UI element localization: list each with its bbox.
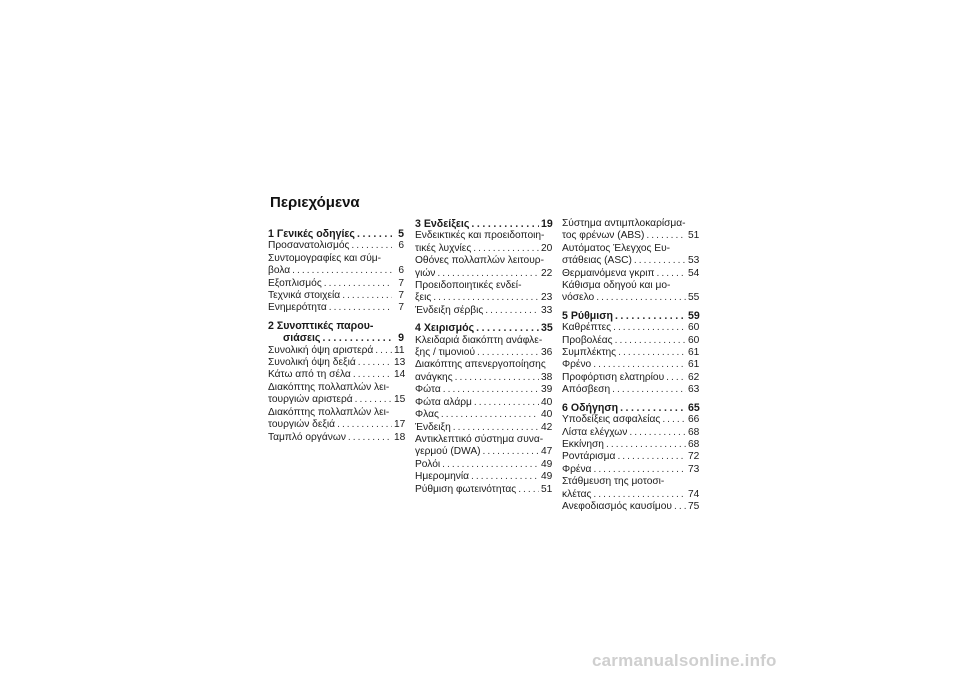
toc-entry-line <box>415 434 551 446</box>
toc-column-2 <box>415 218 551 496</box>
toc-entry-text: Ένδειξη <box>415 421 451 433</box>
toc-entry-line <box>268 228 404 240</box>
toc-entry-text: Φλας <box>415 409 439 421</box>
toc-entry-text: 5 Ρύθμιση <box>562 309 613 322</box>
toc-page-number: 5 <box>398 228 404 240</box>
dot-leader <box>615 335 686 347</box>
toc-entry-text: Ενημερότητα <box>268 302 327 314</box>
toc-page-number: 51 <box>688 230 700 242</box>
toc-entry-text: Λίστα ελέγχων <box>562 426 628 438</box>
toc-entry-line <box>562 501 698 513</box>
dot-leader <box>322 332 392 344</box>
toc-entry-text: Συνολική όψη δεξιά <box>268 357 356 369</box>
dot-leader <box>453 422 539 434</box>
toc-page-number: 74 <box>688 488 700 500</box>
toc-entry-line <box>415 397 551 409</box>
toc-page-number: 68 <box>688 426 700 438</box>
toc-entry-line <box>415 384 551 396</box>
toc-entry-text: Προσανατολισμός <box>268 240 350 252</box>
toc-page-number: 39 <box>541 384 553 396</box>
toc-page-number: 35 <box>541 322 553 335</box>
toc-entry-line <box>415 459 551 471</box>
dot-leader <box>471 218 539 230</box>
toc-entry-text: Προβολέας <box>562 334 613 346</box>
toc-entry <box>562 451 698 463</box>
toc-entry-text: Θερμαινόμενα γκριπ <box>562 267 655 279</box>
toc-entry-line <box>415 335 551 347</box>
toc-page-number: 49 <box>541 458 553 470</box>
toc-entry-line <box>562 280 698 292</box>
toc-page-number: 38 <box>541 371 553 383</box>
toc-entry-line <box>268 345 404 357</box>
toc-entry-text: Ρολόι <box>415 458 441 470</box>
toc-entry-text: στάθειας (ASC) <box>562 255 632 267</box>
toc-chapter-entry <box>415 322 551 334</box>
toc-chapter-entry <box>268 320 404 345</box>
toc-entry-line <box>562 268 698 280</box>
watermark: carmanualsonline.info <box>592 651 777 670</box>
toc-entry <box>415 335 551 360</box>
toc-page-number: 60 <box>688 322 700 334</box>
toc-entry-line <box>415 471 551 483</box>
toc-entry <box>268 253 404 278</box>
dot-leader <box>617 451 686 463</box>
toc-entry-text: Φώτα <box>415 384 441 396</box>
toc-entry-text: Τεχνικά στοιχεία <box>268 290 341 302</box>
toc-entry-text: Διακόπτης πολλαπλών λει- <box>268 406 390 418</box>
toc-page-number: 33 <box>541 304 553 316</box>
toc-entry-text: 2 Συνοπτικές παρου- <box>268 319 374 332</box>
toc-entry <box>562 347 698 359</box>
toc-entry-line <box>415 446 551 458</box>
toc-entry-line <box>415 322 551 334</box>
toc-entry-text: Κάθισμα οδηγού και μο- <box>562 280 671 292</box>
toc-entry-line <box>268 369 404 381</box>
toc-entry-text: ξεις <box>415 292 432 304</box>
toc-entry-text: 4 Χειρισμός <box>415 322 475 335</box>
toc-entry-text: τουργιών αριστερά <box>268 394 353 406</box>
toc-entry-line <box>415 280 551 292</box>
dot-leader <box>596 292 686 304</box>
dot-leader <box>620 402 686 414</box>
toc-entry-text: Φώτα αλάρμ <box>415 396 472 408</box>
toc-entry <box>562 384 698 396</box>
toc-entry-text: Προφόρτιση ελατηρίου <box>562 371 665 383</box>
dot-leader <box>485 305 539 317</box>
dot-leader <box>476 322 539 334</box>
toc-entry-text: γιών <box>415 267 436 279</box>
toc-entry-line <box>268 332 404 344</box>
toc-page-number: 40 <box>541 396 553 408</box>
toc-entry <box>562 501 698 513</box>
toc-entry <box>268 432 404 444</box>
toc-entry-line <box>562 439 698 451</box>
toc-entry <box>415 280 551 305</box>
toc-entry-text: Ενδεικτικές και προειδοποιη- <box>415 230 545 242</box>
toc-page-number: 68 <box>688 438 700 450</box>
dot-leader <box>324 278 392 290</box>
toc-entry <box>415 484 551 496</box>
dot-leader <box>612 384 686 396</box>
toc-page-number: 72 <box>688 451 700 463</box>
toc-entry <box>415 255 551 280</box>
toc-entry <box>268 382 404 407</box>
toc-entry-text: νόσελο <box>562 292 595 304</box>
toc-entry-line <box>415 484 551 496</box>
toc-entry-line <box>562 243 698 255</box>
toc-page-number: 18 <box>394 431 406 443</box>
dot-leader <box>442 459 539 471</box>
toc-page-number: 7 <box>398 277 404 289</box>
toc-entry-text: Αυτόματος Έλεγχος Ευ- <box>562 242 671 254</box>
toc-entry-line <box>562 322 698 334</box>
dot-leader <box>629 427 686 439</box>
toc-entry <box>415 434 551 459</box>
dot-leader <box>433 292 539 304</box>
toc-entry-line <box>268 320 404 332</box>
toc-entry-line <box>562 414 698 426</box>
toc-page-number: 55 <box>688 292 700 304</box>
toc-entry-text: 1 Γενικές οδηγίες <box>268 228 355 240</box>
toc-entry-line <box>562 427 698 439</box>
toc-entry-text: Κάτω από τη σέλα <box>268 369 351 381</box>
toc-entry <box>268 240 404 252</box>
toc-entry-text: βολα <box>268 265 291 277</box>
toc-page-number: 7 <box>398 290 404 302</box>
dot-leader <box>593 489 686 501</box>
dot-leader <box>606 439 686 451</box>
toc-entry-line <box>562 384 698 396</box>
toc-entry <box>268 345 404 357</box>
dot-leader <box>674 501 686 513</box>
toc-page-number: 11 <box>394 344 405 356</box>
dot-leader <box>666 372 686 384</box>
toc-entry <box>562 218 698 243</box>
toc-column-3 <box>562 218 698 513</box>
dot-leader <box>348 432 392 444</box>
toc-entry-text: Φρένο <box>562 359 592 371</box>
toc-entry-text: τος φρένων (ABS) <box>562 230 645 242</box>
toc-entry-text: Ημερομηνία <box>415 471 470 483</box>
toc-entry-line <box>268 302 404 314</box>
toc-page-number: 62 <box>688 371 700 383</box>
dot-leader <box>483 446 539 458</box>
toc-page-number: 6 <box>398 265 404 277</box>
toc-entry-text: Σύστημα αντιμπλοκαρίσμα- <box>562 218 686 229</box>
dot-leader <box>615 310 686 322</box>
toc-entry-text: 6 Οδήγηση <box>562 401 619 414</box>
toc-entry <box>268 302 404 314</box>
toc-entry <box>562 427 698 439</box>
toc-entry <box>415 230 551 255</box>
toc-entry-text: Απόσβεση <box>562 384 611 396</box>
toc-column-1 <box>268 228 404 444</box>
toc-page-number: 9 <box>398 332 404 345</box>
toc-entry-text: κλέτας <box>562 488 592 500</box>
toc-page-number: 73 <box>688 463 700 475</box>
toc-entry-line <box>562 402 698 414</box>
page-title: Περιεχόμενα <box>270 194 360 211</box>
toc-entry-line <box>415 305 551 317</box>
toc-entry <box>562 322 698 334</box>
toc-page-number: 23 <box>541 292 553 304</box>
dot-leader <box>358 357 392 369</box>
toc-entry-line <box>415 347 551 359</box>
dot-leader <box>353 369 392 381</box>
toc-page-number: 54 <box>688 267 700 279</box>
toc-entry-line <box>415 292 551 304</box>
toc-entry <box>268 369 404 381</box>
toc-entry-text: τικές λυχνίες <box>415 242 472 254</box>
toc-entry-text: Εκκίνηση <box>562 438 604 450</box>
toc-page-number: 36 <box>541 347 553 359</box>
toc-entry-text: Οθόνες πολλαπλών λειτουρ- <box>415 255 544 267</box>
toc-entry <box>415 384 551 396</box>
toc-entry-text: Διακόπτης απενεργοποίησης <box>415 359 546 371</box>
toc-entry <box>562 439 698 451</box>
dot-leader <box>342 290 392 302</box>
dot-leader <box>375 345 392 357</box>
toc-entry-text: Εξοπλισμός <box>268 277 322 289</box>
toc-entry <box>562 280 698 305</box>
toc-entry-line <box>562 255 698 267</box>
toc-entry-line <box>562 489 698 501</box>
toc-entry-text: Διακόπτης πολλαπλών λει- <box>268 381 390 393</box>
toc-chapter-entry <box>268 228 404 240</box>
toc-entry-line <box>562 372 698 384</box>
dot-leader <box>473 243 539 255</box>
toc-entry <box>415 359 551 384</box>
toc-entry-text: Ρύθμιση φωτεινότητας <box>415 483 517 495</box>
toc-entry <box>268 407 404 432</box>
toc-page-number: 49 <box>541 471 553 483</box>
toc-entry-line <box>268 394 404 406</box>
toc-page-number: 7 <box>398 302 404 314</box>
toc-entry-text: 3 Ενδείξεις <box>415 218 470 230</box>
toc-entry-text: Αντικλεπτικό σύστημα συνα- <box>415 433 544 445</box>
dot-leader <box>441 409 539 421</box>
toc-entry-line <box>268 407 404 419</box>
dot-leader <box>437 268 539 280</box>
toc-entry-text: Ταμπλό οργάνων <box>268 431 346 443</box>
toc-entry-text: ξης / τιμονιού <box>415 347 476 359</box>
toc-entry-text: Συμπλέκτης <box>562 347 617 359</box>
toc-page-number: 47 <box>541 446 553 458</box>
toc-entry-line <box>415 255 551 267</box>
dot-leader <box>471 471 539 483</box>
toc-page-number: 42 <box>541 421 553 433</box>
toc-entry-line <box>415 422 551 434</box>
toc-entry-line <box>562 218 698 230</box>
toc-chapter-entry <box>415 218 551 230</box>
toc-entry <box>562 359 698 371</box>
toc-entry-line <box>562 292 698 304</box>
toc-entry <box>415 409 551 421</box>
toc-page-number: 61 <box>688 347 700 359</box>
toc-entry-line <box>562 347 698 359</box>
toc-page-number: 15 <box>394 394 406 406</box>
toc-page-number: 14 <box>394 369 406 381</box>
toc-entry-line <box>268 278 404 290</box>
dot-leader <box>443 384 539 396</box>
toc-entry-text: Στάθμευση της μοτοσι- <box>562 476 665 488</box>
toc-page-number: 60 <box>688 334 700 346</box>
dot-leader <box>613 322 686 334</box>
toc-entry-text: σιάσεις <box>283 332 321 345</box>
toc-entry-line <box>562 464 698 476</box>
dot-leader <box>657 268 686 280</box>
toc-page-number: 66 <box>688 414 700 426</box>
toc-entry <box>562 335 698 347</box>
toc-entry-line <box>268 253 404 265</box>
dot-leader <box>357 228 392 240</box>
toc-entry-text: τουργιών δεξιά <box>268 419 336 431</box>
toc-entry-line <box>562 359 698 371</box>
dot-leader <box>477 347 539 359</box>
toc-entry-line <box>268 419 404 431</box>
toc-page-number: 75 <box>688 500 700 512</box>
toc-entry-line <box>268 240 404 252</box>
toc-entry-text: Υποδείξεις ασφαλείας <box>562 414 661 426</box>
toc-page-number: 20 <box>541 242 553 254</box>
dot-leader <box>593 464 686 476</box>
toc-entry <box>562 414 698 426</box>
toc-entry-text: Ροντάρισμα <box>562 451 616 463</box>
toc-entry-line <box>268 357 404 369</box>
toc-page-number: 63 <box>688 384 700 396</box>
toc-entry-line <box>415 359 551 371</box>
toc-page-number: 65 <box>688 401 700 414</box>
toc-entry-text: ανάγκης <box>415 371 453 383</box>
toc-entry-line <box>268 432 404 444</box>
toc-chapter-entry <box>562 402 698 414</box>
toc-entry <box>415 397 551 409</box>
toc-chapter-entry <box>562 310 698 322</box>
toc-page-number: 51 <box>541 483 553 495</box>
dot-leader <box>593 359 686 371</box>
toc-entry-line <box>268 290 404 302</box>
toc-page-number: 61 <box>688 359 700 371</box>
dot-leader <box>337 419 392 431</box>
toc-entry-text: Συνολική όψη αριστερά <box>268 344 374 356</box>
toc-entry-line <box>415 372 551 384</box>
toc-entry <box>562 268 698 280</box>
toc-entry <box>268 278 404 290</box>
toc-entry-line <box>268 265 404 277</box>
toc-entry-text: Ανεφοδιασμός καυσίμου <box>562 500 672 512</box>
dot-leader <box>518 484 539 496</box>
toc-entry-line <box>415 218 551 230</box>
toc-page-number: 17 <box>394 419 406 431</box>
toc-entry-text: γερμού (DWA) <box>415 446 481 458</box>
toc-page-number: 59 <box>688 309 700 322</box>
toc-entry <box>562 464 698 476</box>
toc-entry-text: Φρένα <box>562 463 592 475</box>
toc-page-number: 53 <box>688 255 700 267</box>
dot-leader <box>455 372 539 384</box>
toc-entry-text: Συντομογραφίες και σύμ- <box>268 252 382 264</box>
dot-leader <box>329 302 392 314</box>
toc-entry-line <box>562 335 698 347</box>
toc-entry <box>562 476 698 501</box>
toc-entry-line <box>415 268 551 280</box>
toc-entry <box>268 290 404 302</box>
toc-entry <box>415 422 551 434</box>
toc-page-number: 13 <box>394 357 406 369</box>
toc-entry-line <box>415 243 551 255</box>
toc-entry-line <box>562 310 698 322</box>
toc-entry-text: Προειδοποιητικές ενδεί- <box>415 280 522 292</box>
dot-leader <box>351 240 392 252</box>
toc-entry <box>562 243 698 268</box>
toc-entry-line <box>562 230 698 242</box>
toc-entry-text: Κλειδαριά διακόπτη ανάφλε- <box>415 334 543 346</box>
toc-entry-text: Καθρέπτες <box>562 322 612 334</box>
dot-leader <box>355 394 392 406</box>
toc-entry-line <box>415 409 551 421</box>
dot-leader <box>292 265 392 277</box>
toc-entry-text: Ένδειξη σέρβις <box>415 304 484 316</box>
toc-entry <box>415 459 551 471</box>
toc-entry <box>415 471 551 483</box>
toc-entry <box>415 305 551 317</box>
dot-leader <box>646 230 686 242</box>
dot-leader <box>634 255 686 267</box>
toc-page-number: 40 <box>541 409 553 421</box>
toc-page-number: 22 <box>541 267 553 279</box>
dot-leader <box>618 347 686 359</box>
dot-leader <box>662 414 686 426</box>
toc-entry-line <box>415 230 551 242</box>
toc-entry-line <box>562 451 698 463</box>
toc-page-number: 19 <box>541 218 553 230</box>
dot-leader <box>474 397 539 409</box>
toc-entry-line <box>562 476 698 488</box>
toc-page-number: 6 <box>398 240 404 252</box>
toc-entry <box>268 357 404 369</box>
toc-entry <box>562 372 698 384</box>
toc-entry-line <box>268 382 404 394</box>
